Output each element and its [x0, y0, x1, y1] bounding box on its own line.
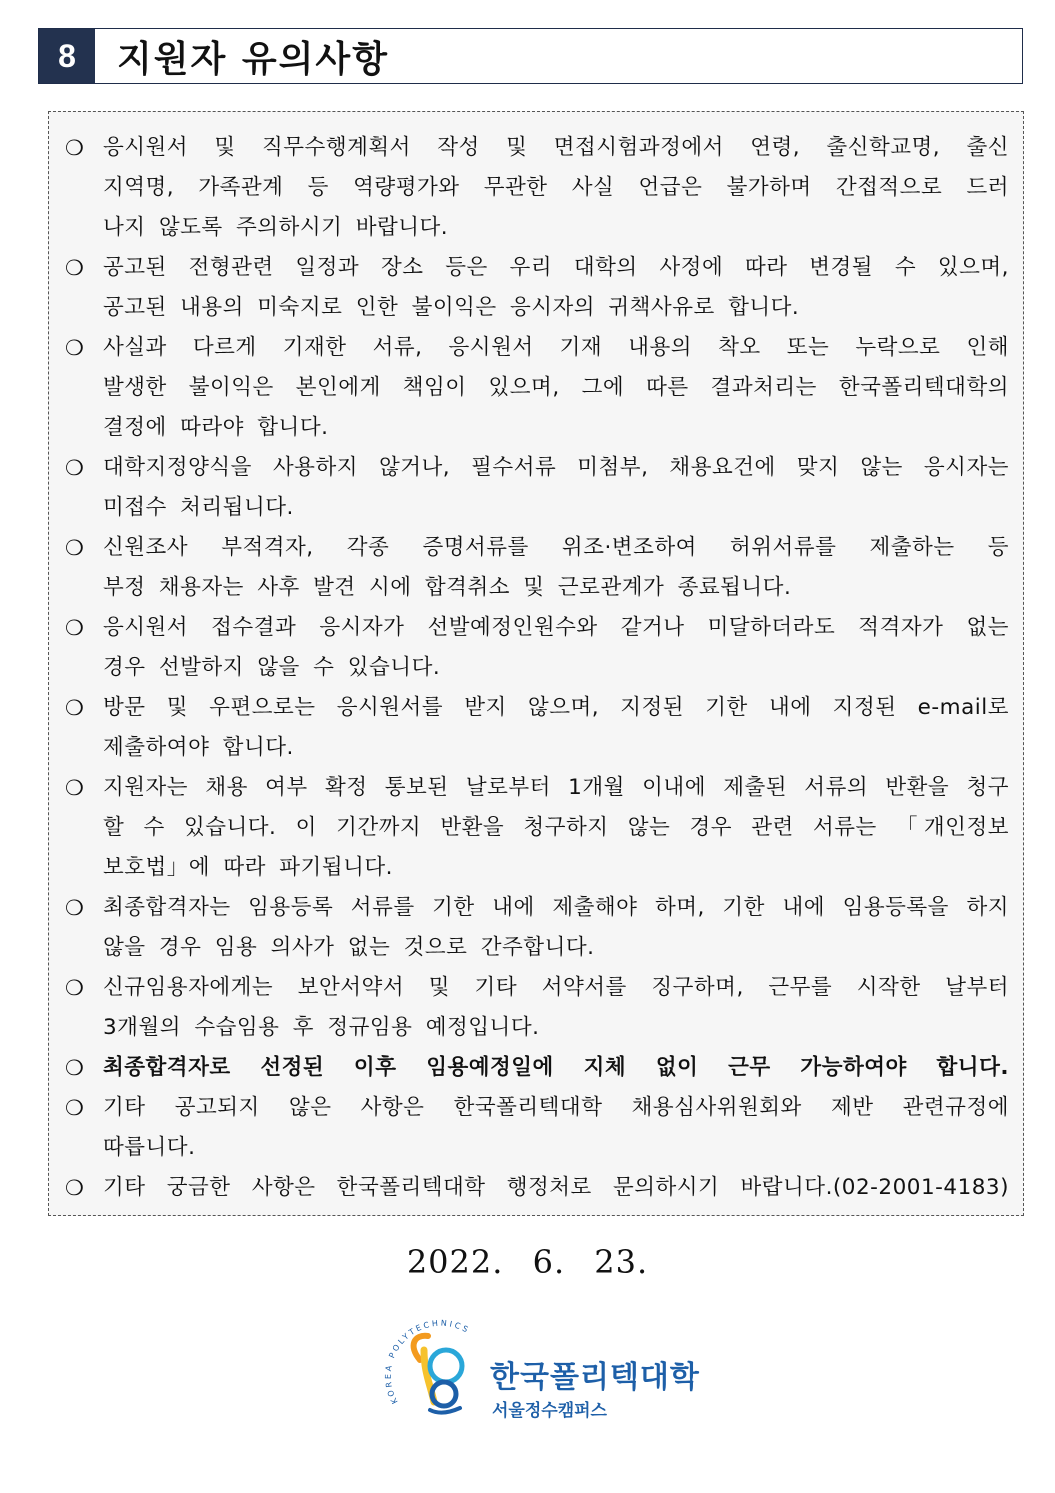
notice-text [103, 1048, 1009, 1088]
notice-line: 방문 및 우편으로는 응시원서를 받지 않으며, 지정된 기한 내에 지정된 e-mail로 [103, 695, 1009, 720]
notice-item [65, 528, 1009, 608]
bullet-circle-icon: ❍ [65, 976, 85, 1000]
notice-text [103, 448, 1009, 528]
notice-line: 응시원서 및 직무수행계획서 작성 및 면접시험과정에서 연령, 출신학교명, 출신 [103, 135, 1009, 160]
notice-item [65, 1088, 1009, 1168]
bullet-circle-icon: ❍ [65, 256, 85, 280]
notice-line: 부정 채용자는 사후 발견 시에 합격취소 및 근로관계가 종료됩니다. [103, 575, 792, 600]
notice-line: 최종합격자로 선정된 이후 임용예정일에 지체 없이 근무 가능하여야 합니다. [103, 1055, 1009, 1080]
notice-text [103, 888, 1009, 968]
notice-text [103, 128, 1009, 248]
notice-text [103, 688, 1009, 768]
notice-item [65, 768, 1009, 888]
notice-line: 기타 공고되지 않은 사항은 한국폴리텍대학 채용심사위원회와 제반 관련규정에 [103, 1095, 1009, 1120]
bullet-circle-icon: ❍ [65, 1056, 85, 1080]
notice-line: 경우 선발하지 않을 수 있습니다. [103, 655, 441, 680]
notice-item [65, 328, 1009, 448]
notice-item [65, 968, 1009, 1048]
notice-line: 사실과 다르게 기재한 서류, 응시원서 기재 내용의 착오 또는 누락으로 인해 [103, 335, 1009, 360]
bullet-circle-icon: ❍ [65, 536, 85, 560]
notice-line: 지원자는 채용 여부 확정 통보된 날로부터 1개월 이내에 제출된 서류의 반환을 청구 [103, 775, 1009, 800]
notice-line: 않을 경우 임용 의사가 없는 것으로 간주합니다. [103, 935, 595, 960]
notice-line: 최종합격자는 임용등록 서류를 기한 내에 제출해야 하며, 기한 내에 임용등록을 하지 [103, 895, 1009, 920]
notice-item [65, 1048, 1009, 1088]
notice-item [65, 448, 1009, 528]
notice-line: 보호법」에 따라 파기됩니다. [103, 855, 393, 880]
bullet-circle-icon: ❍ [65, 696, 85, 720]
logo-ring-text: KOREA POLYTECHNICS [383, 1318, 472, 1406]
notice-line: 할 수 있습니다. 이 기간까지 반환을 청구하지 않는 경우 관련 서류는 「개인정보 [103, 815, 1009, 840]
notice-line: 공고된 내용의 미숙지로 인한 불이익은 응시자의 귀책사유로 합니다. [103, 295, 800, 320]
notice-item [65, 608, 1009, 688]
notice-item [65, 248, 1009, 328]
notice-line: 지역명, 가족관계 등 역량평가와 무관한 사실 언급은 불가하며 간접적으로 드러 [103, 175, 1009, 200]
notice-line: 미접수 처리됩니다. [103, 495, 294, 520]
bullet-circle-icon: ❍ [65, 336, 85, 360]
notice-line: 3개월의 수습임용 후 정규임용 예정입니다. [103, 1015, 540, 1040]
notice-line: 신원조사 부적격자, 각종 증명서류를 위조·변조하여 허위서류를 제출하는 등 [103, 535, 1009, 560]
notice-text [103, 968, 1009, 1048]
bullet-circle-icon: ❍ [65, 1176, 85, 1200]
notice-item [65, 888, 1009, 968]
notice-text [103, 608, 1009, 688]
bullet-circle-icon: ❍ [65, 776, 85, 800]
notice-line: 대학지정양식을 사용하지 않거나, 필수서류 미첨부, 채용요건에 맞지 않는 응시자는 [103, 455, 1009, 480]
notice-line: 나지 않도록 주의하시기 바랍니다. [103, 215, 449, 240]
university-logo [380, 1310, 700, 1430]
section-number: 8 [39, 29, 95, 83]
notice-text [103, 768, 1009, 888]
announcement-date: 2022. 6. 23. [406, 1243, 649, 1281]
polytechnics-emblem-icon [380, 1310, 500, 1430]
bullet-circle-icon: ❍ [65, 896, 85, 920]
notice-text [103, 528, 1009, 608]
section-title: 지원자 유의사항 [117, 38, 389, 80]
notice-text [103, 1168, 1009, 1208]
logo-university-name: 한국폴리텍대학 [490, 1360, 700, 1395]
notice-text [103, 248, 1009, 328]
notice-line: 기타 궁금한 사항은 한국폴리텍대학 행정처로 문의하시기 바랍니다.(02-2001-4183) [103, 1175, 1009, 1200]
notice-item [65, 128, 1009, 248]
notice-line: 제출하여야 합니다. [103, 735, 294, 760]
notice-line: 응시원서 접수결과 응시자가 선발예정인원수와 같거나 미달하더라도 적격자가 없는 [103, 615, 1009, 640]
logo-campus-name: 서울정수캠퍼스 [492, 1401, 607, 1421]
bullet-circle-icon: ❍ [65, 136, 85, 160]
notice-line: 결정에 따라야 합니다. [103, 415, 329, 440]
notice-box [48, 111, 1024, 1216]
notice-text [103, 328, 1009, 448]
notice-line: 발생한 불이익은 본인에게 책임이 있으며, 그에 따른 결과처리는 한국폴리텍대학의 [103, 375, 1009, 400]
bullet-circle-icon: ❍ [65, 616, 85, 640]
bullet-circle-icon: ❍ [65, 456, 85, 480]
notice-text [103, 1088, 1009, 1168]
bullet-circle-icon: ❍ [65, 1096, 85, 1120]
notice-item [65, 1168, 1009, 1208]
notice-item [65, 688, 1009, 768]
notice-line: 신규임용자에게는 보안서약서 및 기타 서약서를 징구하며, 근무를 시작한 날부터 [103, 975, 1009, 1000]
section-header [38, 28, 1023, 84]
notice-line: 공고된 전형관련 일정과 장소 등은 우리 대학의 사정에 따라 변경될 수 있으며, [103, 255, 1009, 280]
notice-line: 따릅니다. [103, 1135, 196, 1160]
